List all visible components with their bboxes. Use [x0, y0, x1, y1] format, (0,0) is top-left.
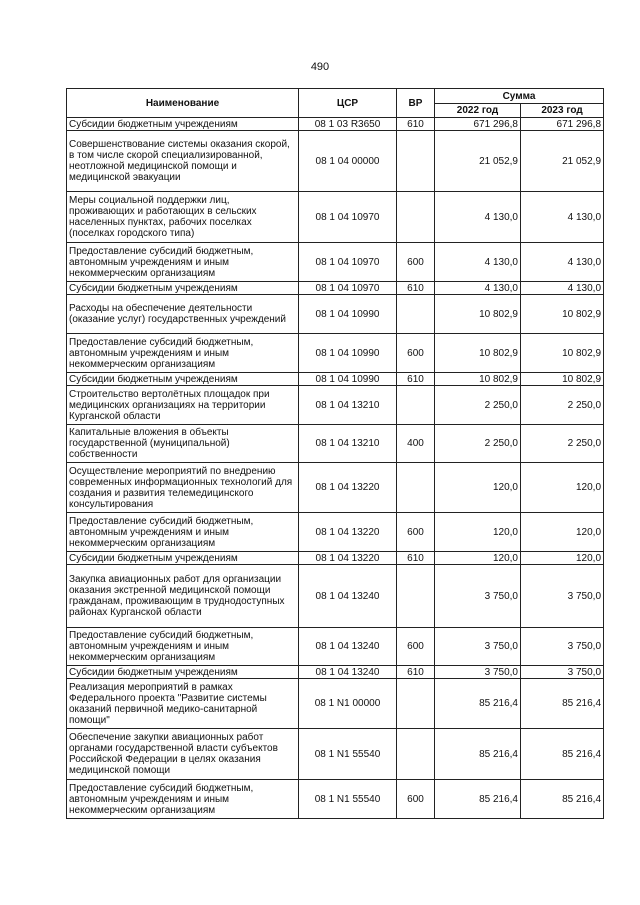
row-csr: 08 1 04 10990: [299, 334, 397, 373]
row-vr: 600: [397, 243, 435, 282]
table-row: [67, 131, 604, 192]
row-csr: 08 1 04 00000: [299, 131, 397, 192]
row-vr: [397, 295, 435, 334]
row-vr: 600: [397, 628, 435, 666]
row-csr: 08 1 N1 55540: [299, 729, 397, 780]
row-csr: 08 1 04 13240: [299, 565, 397, 628]
table-row: [67, 295, 604, 334]
table-row: [67, 425, 604, 463]
row-sum-2023: 120,0: [521, 463, 604, 513]
row-name: Капитальные вложения в объекты государственной (муниципальной) собственности: [67, 425, 299, 463]
row-sum-2022: 3 750,0: [435, 628, 521, 666]
row-csr: 08 1 04 13210: [299, 425, 397, 463]
row-sum-2023: 120,0: [521, 552, 604, 565]
row-csr: 08 1 04 13240: [299, 628, 397, 666]
row-name: Субсидии бюджетным учреждениям: [67, 373, 299, 386]
row-sum-2022: 2 250,0: [435, 386, 521, 425]
table-row: [67, 334, 604, 373]
table-row: [67, 565, 604, 628]
row-sum-2023: 4 130,0: [521, 192, 604, 243]
row-sum-2023: 2 250,0: [521, 425, 604, 463]
table-row: [67, 463, 604, 513]
row-sum-2022: 10 802,9: [435, 334, 521, 373]
row-sum-2022: 4 130,0: [435, 192, 521, 243]
budget-table: [66, 88, 604, 819]
row-vr: 600: [397, 780, 435, 819]
row-name: Расходы на обеспечение деятельности (оказание услуг) государственных учреждений: [67, 295, 299, 334]
row-vr: 600: [397, 513, 435, 552]
row-sum-2022: 85 216,4: [435, 729, 521, 780]
row-name: Субсидии бюджетным учреждениям: [67, 666, 299, 679]
row-name: Предоставление субсидий бюджетным, автономным учреждениям и иным некоммерческим организациям: [67, 780, 299, 819]
row-name: Предоставление субсидий бюджетным, автономным учреждениям и иным некоммерческим организациям: [67, 513, 299, 552]
row-vr: 610: [397, 373, 435, 386]
row-sum-2022: 120,0: [435, 463, 521, 513]
table-row: [67, 729, 604, 780]
row-sum-2022: 3 750,0: [435, 565, 521, 628]
row-csr: 08 1 04 10970: [299, 243, 397, 282]
row-sum-2023: 21 052,9: [521, 131, 604, 192]
header-vr: ВР: [397, 89, 435, 118]
header-csr: ЦСР: [299, 89, 397, 118]
row-csr: 08 1 N1 55540: [299, 780, 397, 819]
row-sum-2022: 4 130,0: [435, 243, 521, 282]
row-sum-2022: 671 296,8: [435, 118, 521, 131]
row-sum-2023: 85 216,4: [521, 679, 604, 729]
table-row: [67, 386, 604, 425]
row-sum-2022: 120,0: [435, 513, 521, 552]
row-sum-2023: 4 130,0: [521, 282, 604, 295]
row-name: Осуществление мероприятий по внедрению современных информационных технологий для создания и развития телемедицинского консультирования: [67, 463, 299, 513]
row-sum-2023: 10 802,9: [521, 373, 604, 386]
row-name: Закупка авиационных работ для организации оказания экстренной медицинской помощи гражданам, проживающим в труднодоступных районах Курганской области: [67, 565, 299, 628]
table-row: [67, 192, 604, 243]
row-name: Предоставление субсидий бюджетным, автономным учреждениям и иным некоммерческим организациям: [67, 334, 299, 373]
row-csr: 08 1 04 10970: [299, 282, 397, 295]
row-vr: 610: [397, 552, 435, 565]
table-row: [67, 513, 604, 552]
table-row: [67, 552, 604, 565]
header-year-2023: 2023 год: [521, 104, 604, 118]
table-row: [67, 243, 604, 282]
row-vr: [397, 729, 435, 780]
row-sum-2022: 120,0: [435, 552, 521, 565]
row-csr: 08 1 04 10990: [299, 295, 397, 334]
row-vr: 610: [397, 282, 435, 295]
table-row: [67, 666, 604, 679]
row-name: Реализация мероприятий в рамках Федерального проекта "Развитие системы оказаний первичной медико-санитарной помощи": [67, 679, 299, 729]
table-row: [67, 282, 604, 295]
row-vr: [397, 386, 435, 425]
row-csr: 08 1 04 10990: [299, 373, 397, 386]
table-row: [67, 780, 604, 819]
row-vr: [397, 192, 435, 243]
row-sum-2022: 85 216,4: [435, 780, 521, 819]
row-name: Строительство вертолётных площадок при медицинских организациях на территории Курганской области: [67, 386, 299, 425]
row-name: Субсидии бюджетным учреждениям: [67, 118, 299, 131]
row-vr: 610: [397, 118, 435, 131]
row-sum-2022: 10 802,9: [435, 295, 521, 334]
table-body: [67, 118, 604, 819]
row-vr: [397, 463, 435, 513]
row-sum-2023: 2 250,0: [521, 386, 604, 425]
row-name: Обеспечение закупки авиационных работ органами государственной власти субъектов Российской Федерации в целях оказания медицинской помощи: [67, 729, 299, 780]
row-sum-2023: 4 130,0: [521, 243, 604, 282]
row-sum-2023: 120,0: [521, 513, 604, 552]
row-sum-2022: 85 216,4: [435, 679, 521, 729]
row-name: Предоставление субсидий бюджетным, автономным учреждениям и иным некоммерческим организациям: [67, 243, 299, 282]
row-csr: 08 1 04 13220: [299, 513, 397, 552]
row-name: Субсидии бюджетным учреждениям: [67, 552, 299, 565]
header-sum: Сумма: [435, 89, 604, 104]
row-csr: 08 1 04 10970: [299, 192, 397, 243]
row-vr: 610: [397, 666, 435, 679]
row-sum-2023: 671 296,8: [521, 118, 604, 131]
row-csr: 08 1 N1 00000: [299, 679, 397, 729]
row-name: Совершенствование системы оказания скорой, в том числе скорой специализированной, неотложной медицинской помощи и медицинской эвакуации: [67, 131, 299, 192]
row-name: Предоставление субсидий бюджетным, автономным учреждениям и иным некоммерческим организациям: [67, 628, 299, 666]
row-csr: 08 1 04 13240: [299, 666, 397, 679]
row-sum-2022: 21 052,9: [435, 131, 521, 192]
table-row: [67, 373, 604, 386]
table-row: [67, 628, 604, 666]
row-sum-2022: 4 130,0: [435, 282, 521, 295]
row-csr: 08 1 04 13210: [299, 386, 397, 425]
row-sum-2023: 85 216,4: [521, 729, 604, 780]
header-year-2022: 2022 год: [435, 104, 521, 118]
row-sum-2023: 3 750,0: [521, 565, 604, 628]
table-row: [67, 118, 604, 131]
header-name: Наименование: [67, 89, 299, 118]
row-vr: [397, 679, 435, 729]
row-sum-2022: 2 250,0: [435, 425, 521, 463]
row-vr: 600: [397, 334, 435, 373]
row-sum-2022: 10 802,9: [435, 373, 521, 386]
row-sum-2023: 85 216,4: [521, 780, 604, 819]
row-sum-2023: 10 802,9: [521, 334, 604, 373]
row-sum-2023: 3 750,0: [521, 628, 604, 666]
row-sum-2023: 10 802,9: [521, 295, 604, 334]
page-number: 490: [310, 61, 330, 73]
row-name: Субсидии бюджетным учреждениям: [67, 282, 299, 295]
row-csr: 08 1 04 13220: [299, 463, 397, 513]
row-vr: 400: [397, 425, 435, 463]
row-name: Меры социальной поддержки лиц, проживающих и работающих в сельских населенных пунктах, рабочих поселках (поселках городского типа): [67, 192, 299, 243]
table-row: [67, 679, 604, 729]
row-vr: [397, 565, 435, 628]
row-vr: [397, 131, 435, 192]
row-csr: 08 1 04 13220: [299, 552, 397, 565]
row-sum-2023: 3 750,0: [521, 666, 604, 679]
row-csr: 08 1 03 R3650: [299, 118, 397, 131]
row-sum-2022: 3 750,0: [435, 666, 521, 679]
